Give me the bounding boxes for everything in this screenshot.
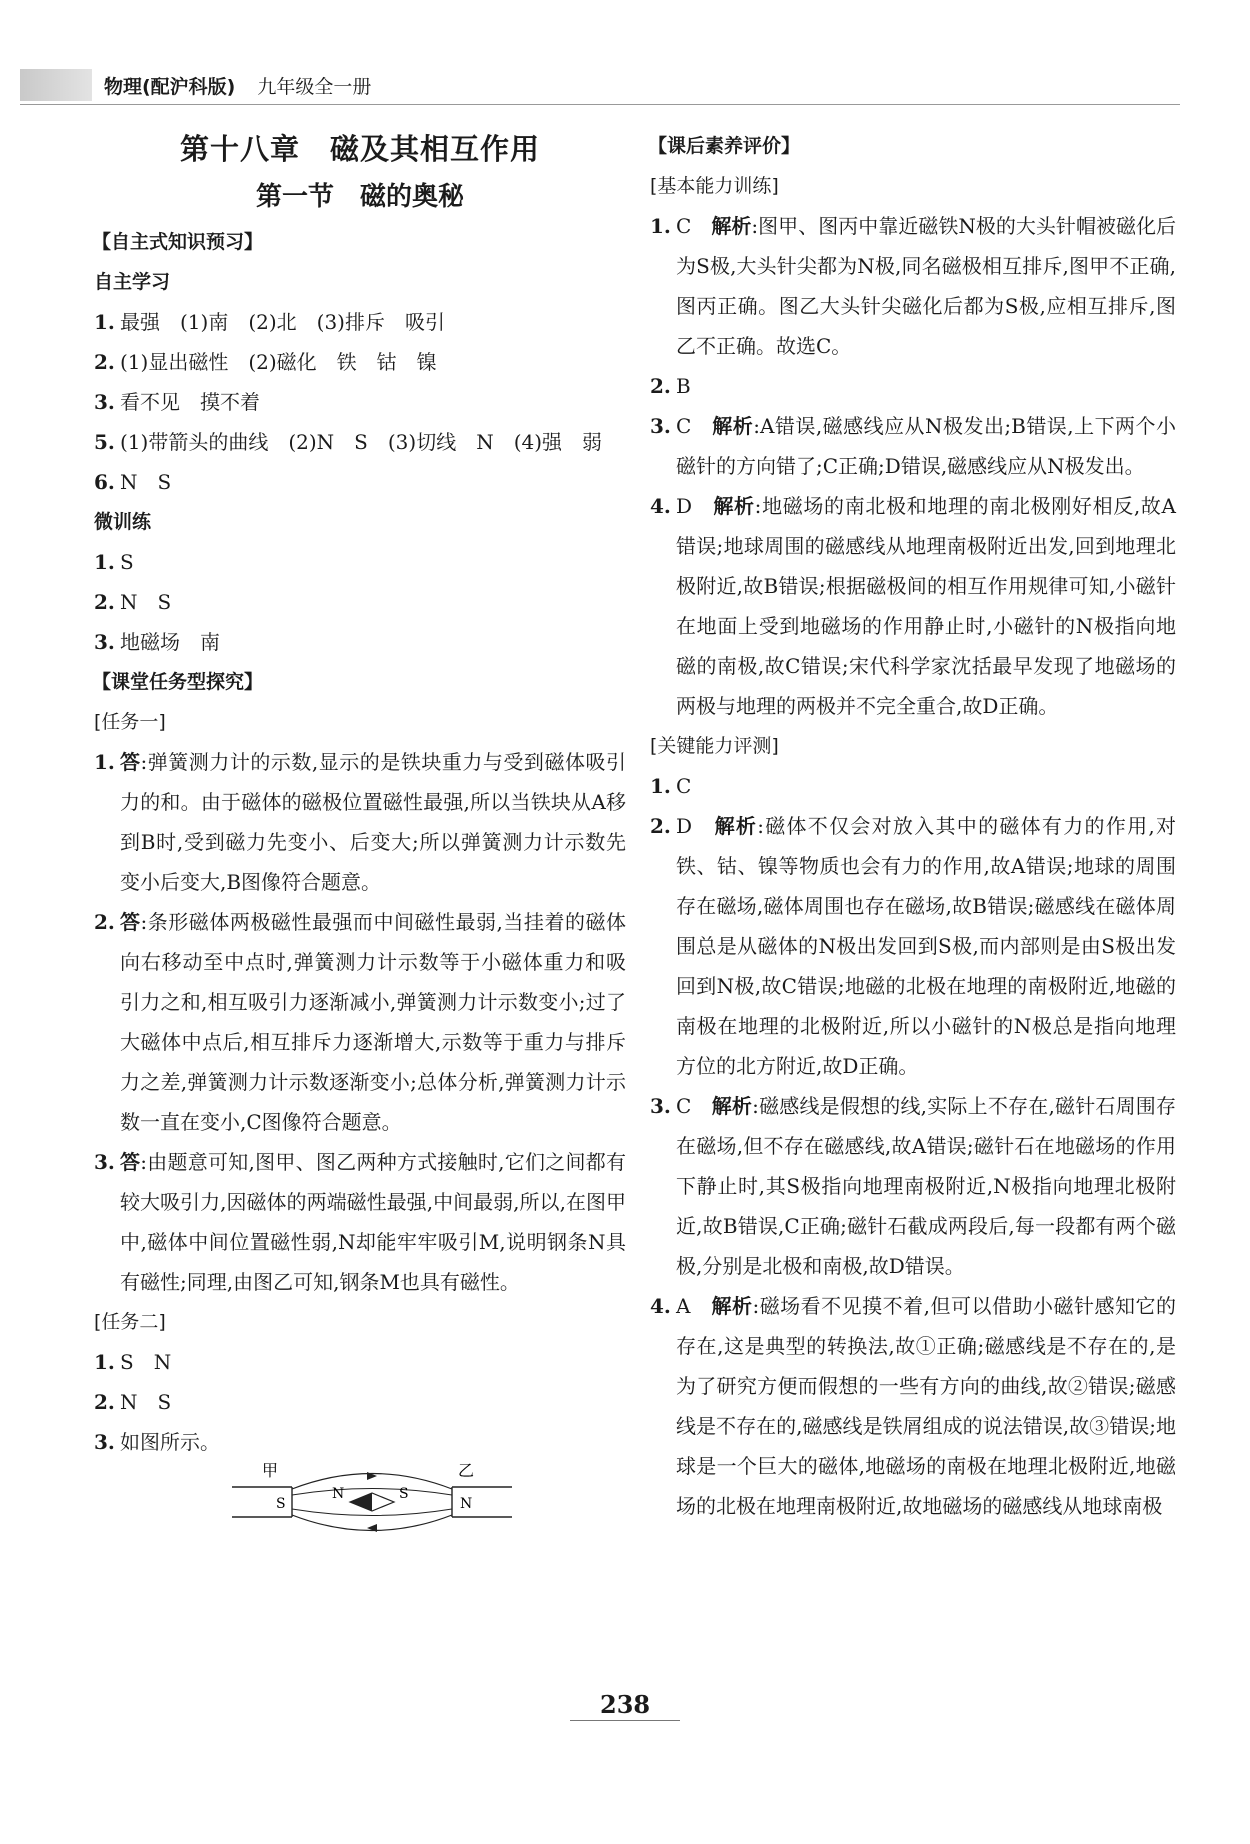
task1-list (94, 742, 626, 1302)
item-number: 3. (94, 390, 115, 414)
item-number: 1. (94, 750, 115, 774)
analysis-label: 解析 (711, 214, 752, 238)
item-body: 最强 (1)南 (2)北 (3)排斥 吸引 (120, 310, 445, 334)
item-body: (1)显出磁性 (2)磁化 铁 钴 镍 (120, 350, 437, 374)
chapter-title: 第十八章 磁及其相互作用 (179, 132, 540, 166)
needle-pole-n: N (332, 1486, 345, 1502)
item-number: 2. (650, 374, 671, 398)
task2-heading: [任务二] (94, 1311, 166, 1333)
analysis-label: 解析 (714, 814, 758, 838)
item-number: 3. (650, 1094, 671, 1118)
answer-letter: C (676, 1094, 692, 1118)
item-body: S (120, 550, 134, 574)
item-text (676, 206, 1176, 366)
needle-pole-s: S (399, 1486, 409, 1502)
list-item (94, 382, 626, 422)
item-text (120, 582, 626, 622)
item-text (120, 902, 626, 1142)
answer-letter: B (676, 374, 691, 398)
book-grade: 九年级全一册 (257, 75, 372, 98)
list-item (650, 486, 1176, 726)
list-item (94, 1142, 626, 1302)
item-text (120, 422, 626, 462)
right-column (650, 126, 1176, 1526)
list-item (650, 766, 1176, 806)
figure-label-yi: 乙 (458, 1462, 475, 1480)
left-magnet-pole: S (276, 1496, 286, 1512)
answer-letter: C (676, 214, 692, 238)
item-body: :磁场看不见摸不着,但可以借助小磁针感知它的存在,这是典型的转换法,故①正确;磁感线是不存在的,是为了研究方便而假想的一些有方向的曲线,故②错误;磁感线是不存在的,磁感线是铁屑组成的说法错误,故③错误;地球是一个巨大的磁体,地磁场的南极在地理北极附近,地磁场的北极在地理南极附近,故地磁场的磁感线从地球南极 (676, 1294, 1176, 1518)
basic-training-heading: [基本能力训练] (650, 175, 779, 197)
item-body: N S (120, 590, 172, 614)
key-ability-heading: [关键能力评测] (650, 735, 779, 757)
section-title: 第一节 磁的奥秘 (255, 182, 464, 212)
figure-label-jia: 甲 (262, 1462, 279, 1480)
item-body: 如图所示。 (120, 1430, 220, 1454)
analysis-label: 解析 (711, 1094, 753, 1118)
list-item (650, 206, 1176, 366)
item-number: 3. (94, 1430, 115, 1454)
self-study-list (94, 302, 626, 502)
item-body: :条形磁体两极磁性最强而中间磁性最弱,当挂着的磁体向右移动至中点时,弹簧测力计示数等于小磁体重力和吸引力之和,相互吸引力逐渐减小,弹簧测力计示数变小;过了大磁体中点后,相互排斥力逐渐增大,示数等于重力与排斥力之差,弹簧测力计示数逐渐变小;总体分析,弹簧测力计示数一直在变小,C图像符合题意。 (120, 910, 626, 1134)
analysis-label: 解析 (711, 1294, 753, 1318)
magnet-figure (94, 1462, 626, 1532)
item-text (120, 462, 626, 502)
basic-training-list (650, 206, 1176, 726)
list-item (650, 1286, 1176, 1526)
list-item (94, 542, 626, 582)
list-item (650, 366, 1176, 406)
item-number: 2. (94, 910, 115, 934)
item-body: S N (120, 1350, 172, 1374)
item-text (676, 1086, 1176, 1286)
item-number: 4. (650, 494, 671, 518)
key-ability-list (650, 766, 1176, 1526)
item-number: 1. (94, 1350, 115, 1374)
list-item (94, 742, 626, 902)
item-text (120, 542, 626, 582)
item-text (120, 1142, 626, 1302)
answer-letter: C (676, 774, 692, 798)
item-text (676, 486, 1176, 726)
task2-list (94, 1342, 626, 1462)
item-text (676, 806, 1176, 1086)
list-item (650, 806, 1176, 1086)
class-inquiry-heading: 【课堂任务型探究】 (92, 671, 264, 693)
list-item (94, 902, 626, 1142)
item-number: 2. (650, 814, 671, 838)
header-bar-decoration (20, 69, 92, 101)
page-header (20, 68, 371, 102)
item-number: 5. (94, 430, 115, 454)
left-column (94, 126, 626, 1532)
item-number: 1. (94, 550, 115, 574)
magnet-diagram (232, 1462, 512, 1532)
item-number: 1. (94, 310, 115, 334)
item-number: 3. (94, 1150, 115, 1174)
answer-label: 答 (120, 1150, 141, 1174)
item-text (120, 742, 626, 902)
item-text (676, 366, 1176, 406)
task1-heading: [任务一] (94, 711, 166, 733)
page-number-rule (570, 1720, 680, 1721)
list-item (650, 406, 1176, 486)
header-divider (20, 104, 1180, 105)
answer-letter: D (676, 814, 693, 838)
answer-letter: D (676, 494, 693, 518)
item-number: 2. (94, 590, 115, 614)
item-body: :由题意可知,图甲、图乙两种方式接触时,它们之间都有较大吸引力,因磁体的两端磁性最强,中间最弱,所以,在图甲中,磁体中间位置磁性弱,N却能牢牢吸引M,说明钢条N具有磁性;同理,由图乙可知,钢条M也具有磁性。 (120, 1150, 627, 1294)
list-item (94, 622, 626, 662)
item-number: 3. (94, 630, 115, 654)
item-text (676, 1286, 1176, 1526)
item-number: 6. (94, 470, 115, 494)
list-item (94, 582, 626, 622)
item-text (120, 302, 626, 342)
item-body: :弹簧测力计的示数,显示的是铁块重力与受到磁体吸引力的和。由于磁体的磁极位置磁性最强,所以当铁块从A移到B时,受到磁力先变小、后变大;所以弹簧测力计示数先变小后变大,B图像符合题意。 (120, 750, 626, 894)
list-item (94, 462, 626, 502)
list-item (94, 422, 626, 462)
analysis-label: 解析 (712, 414, 754, 438)
item-number: 1. (650, 774, 671, 798)
item-body: :地磁场的南北极和地理的南北极刚好相反,故A错误;地球周围的磁感线从地理南极附近出发,回到地理北极附近,故B错误;根据磁极间的相互作用规律可知,小磁针在地面上受到地磁场的作用静止时,小磁针的N极指向地磁的南极,故C错误;宋代科学家沈括最早发现了地磁场的两极与地理的两极并不完全重合,故D正确。 (676, 494, 1176, 718)
item-body: N S (120, 1390, 172, 1414)
item-number: 1. (650, 214, 671, 238)
item-number: 2. (94, 350, 115, 374)
item-body: 看不见 摸不着 (120, 390, 260, 414)
list-item (94, 1422, 626, 1462)
item-text (120, 622, 626, 662)
item-number: 2. (94, 1390, 115, 1414)
item-body: :A错误,磁感线应从N极发出;B错误,上下两个小磁针的方向错了;C正确;D错误,磁感线应从N极发出。 (676, 414, 1176, 478)
answer-label: 答 (120, 910, 141, 934)
item-text (120, 1382, 626, 1422)
book-title: 物理(配沪科版) (104, 75, 236, 98)
list-item (94, 1382, 626, 1422)
preview-heading: 【自主式知识预习】 (92, 231, 264, 253)
item-body: (1)带箭头的曲线 (2)N S (3)切线 N (4)强 弱 (120, 430, 603, 454)
item-number: 4. (650, 1294, 671, 1318)
item-text (120, 342, 626, 382)
answer-letter: A (676, 1294, 691, 1318)
after-class-heading: 【课后素养评价】 (648, 135, 801, 157)
answer-letter: C (676, 414, 692, 438)
analysis-label: 解析 (713, 494, 755, 518)
right-magnet-pole: N (460, 1496, 473, 1512)
micro-training-list (94, 542, 626, 662)
micro-training-heading: 微训练 (94, 511, 152, 533)
item-body: :磁体不仅会对放入其中的磁体有力的作用,对铁、钴、镍等物质也会有力的作用,故A错误;地球的周围存在磁场,磁体周围也存在磁场,故B错误;磁感线在磁体周围总是从磁体的N极出发回到S极,而内部则是由S极出发回到N极,故C错误;地磁的北极在地理的南极附近,地磁的南极在地理的北极附近,所以小磁针的N极总是指向地理方位的北方附近,故D正确。 (676, 814, 1177, 1078)
item-body: :磁感线是假想的线,实际上不存在,磁针石周围存在磁场,但不存在磁感线,故A错误;磁针石在地磁场的作用下静止时,其S极指向地理南极附近,N极指向地理北极附近,故B错误,C正确;磁针石截成两段后,每一段都有两个磁极,分别是北极和南极,故D错误。 (676, 1094, 1177, 1278)
item-body: N S (120, 470, 172, 494)
self-study-heading: 自主学习 (94, 271, 171, 293)
item-body: 地磁场 南 (120, 630, 220, 654)
list-item (94, 302, 626, 342)
item-number: 3. (650, 414, 671, 438)
item-text (120, 1422, 626, 1462)
list-item (94, 342, 626, 382)
list-item (650, 1086, 1176, 1286)
list-item (94, 1342, 626, 1382)
item-text (120, 382, 626, 422)
answer-label: 答 (120, 750, 141, 774)
item-text (120, 1342, 626, 1382)
page-number: 238 (600, 1690, 651, 1719)
item-text (676, 766, 1176, 806)
item-body: :图甲、图丙中靠近磁铁N极的大头针帽被磁化后为S极,大头针尖都为N极,同名磁极相互排斥,图甲不正确,图丙正确。图乙大头针尖磁化后都为S极,应相互排斥,图乙不正确。故选C。 (676, 214, 1177, 358)
item-text (676, 406, 1176, 486)
